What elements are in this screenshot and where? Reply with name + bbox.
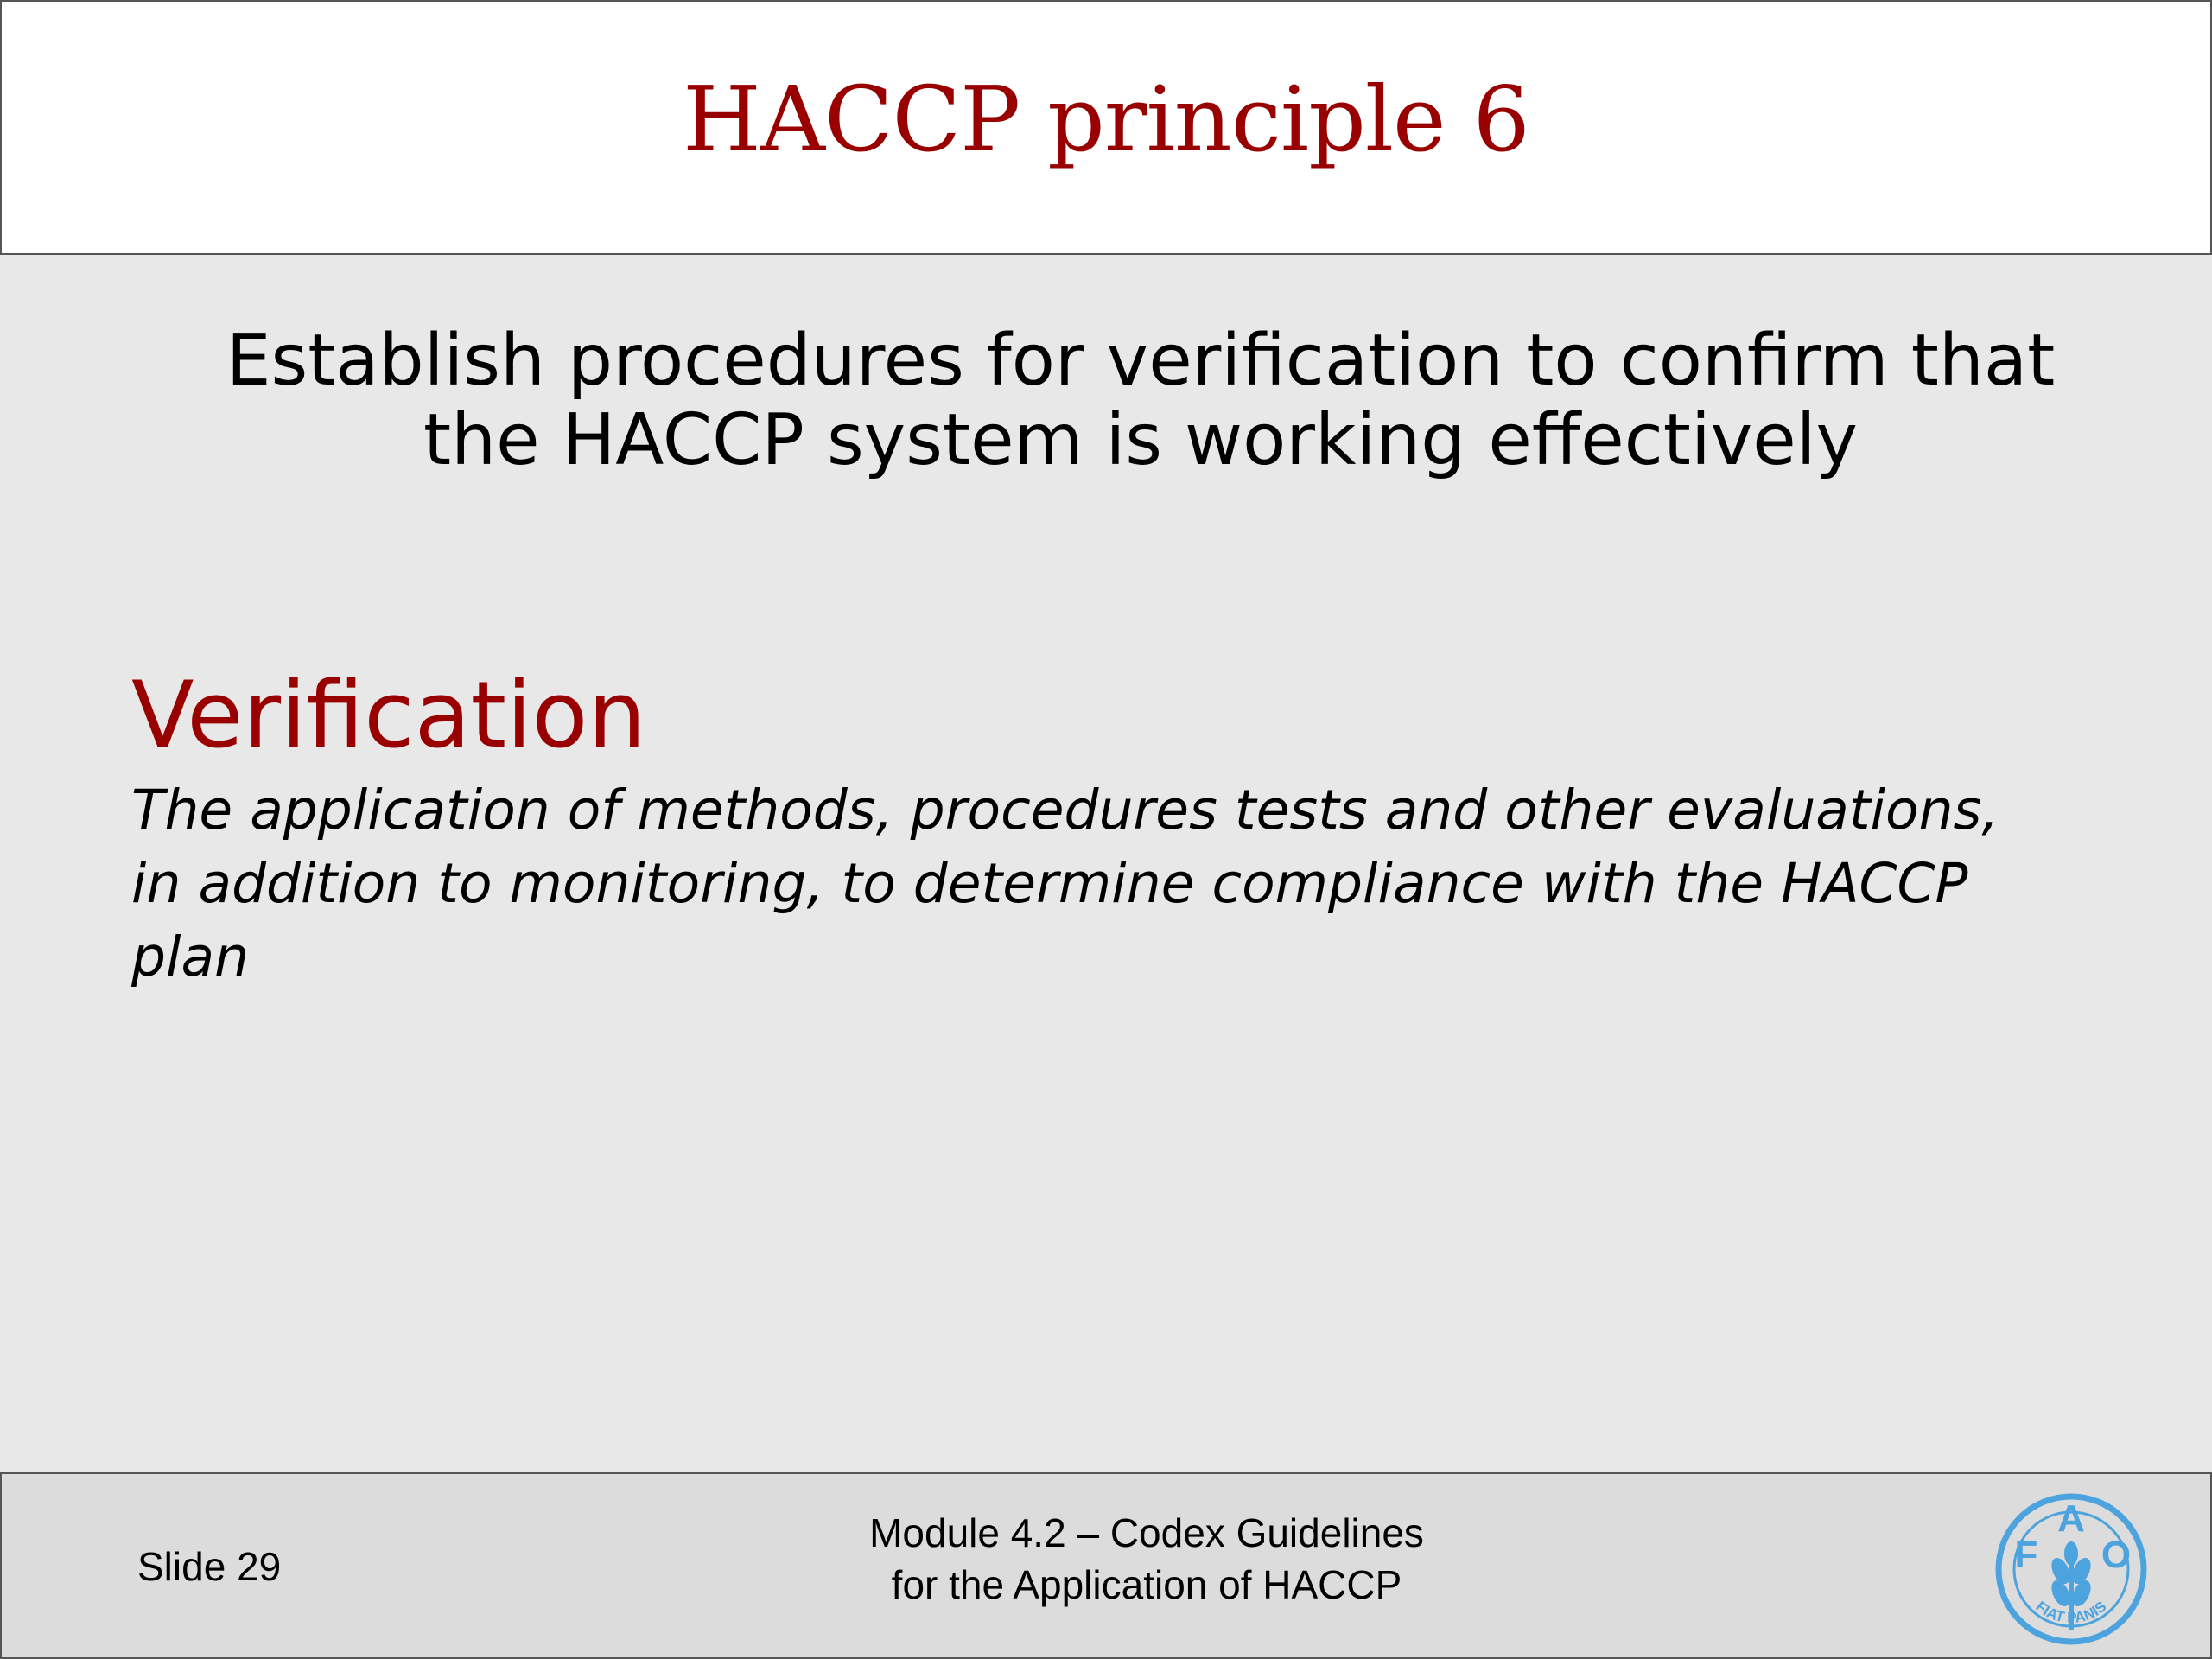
subtitle-line: the HACCP system is working effectively bbox=[423, 399, 1859, 481]
module-line: Module 4.2 – Codex Guidelines bbox=[869, 1510, 1424, 1555]
term-heading: Verification bbox=[131, 662, 646, 768]
title-bar bbox=[0, 0, 2212, 255]
fao-logo-icon bbox=[1993, 1491, 2149, 1647]
logo-motto: FIAT PANIS bbox=[2032, 1598, 2110, 1626]
logo-letter-f: F bbox=[2014, 1534, 2038, 1576]
definition-line: The application of methods, procedures tests and other evaluations, bbox=[131, 779, 1999, 842]
definition-line: plan bbox=[131, 925, 250, 988]
slide-footer bbox=[0, 1472, 2212, 1659]
term-definition bbox=[131, 773, 2101, 994]
module-caption bbox=[676, 1507, 1618, 1611]
module-line: for the Application of HACCP bbox=[891, 1562, 1402, 1607]
subtitle-line: Establish procedures for verification to confirm that bbox=[226, 320, 2056, 402]
logo-letter-a: A bbox=[2057, 1497, 2085, 1540]
slide-subtitle bbox=[156, 321, 2126, 480]
slide-title: HACCP principle 6 bbox=[683, 66, 1529, 172]
definition-line: in addition to monitoring, to determine compliance with the HACCP bbox=[131, 852, 1968, 915]
logo-letter-o: O bbox=[2101, 1534, 2132, 1576]
slide-number: Slide 29 bbox=[137, 1544, 282, 1589]
